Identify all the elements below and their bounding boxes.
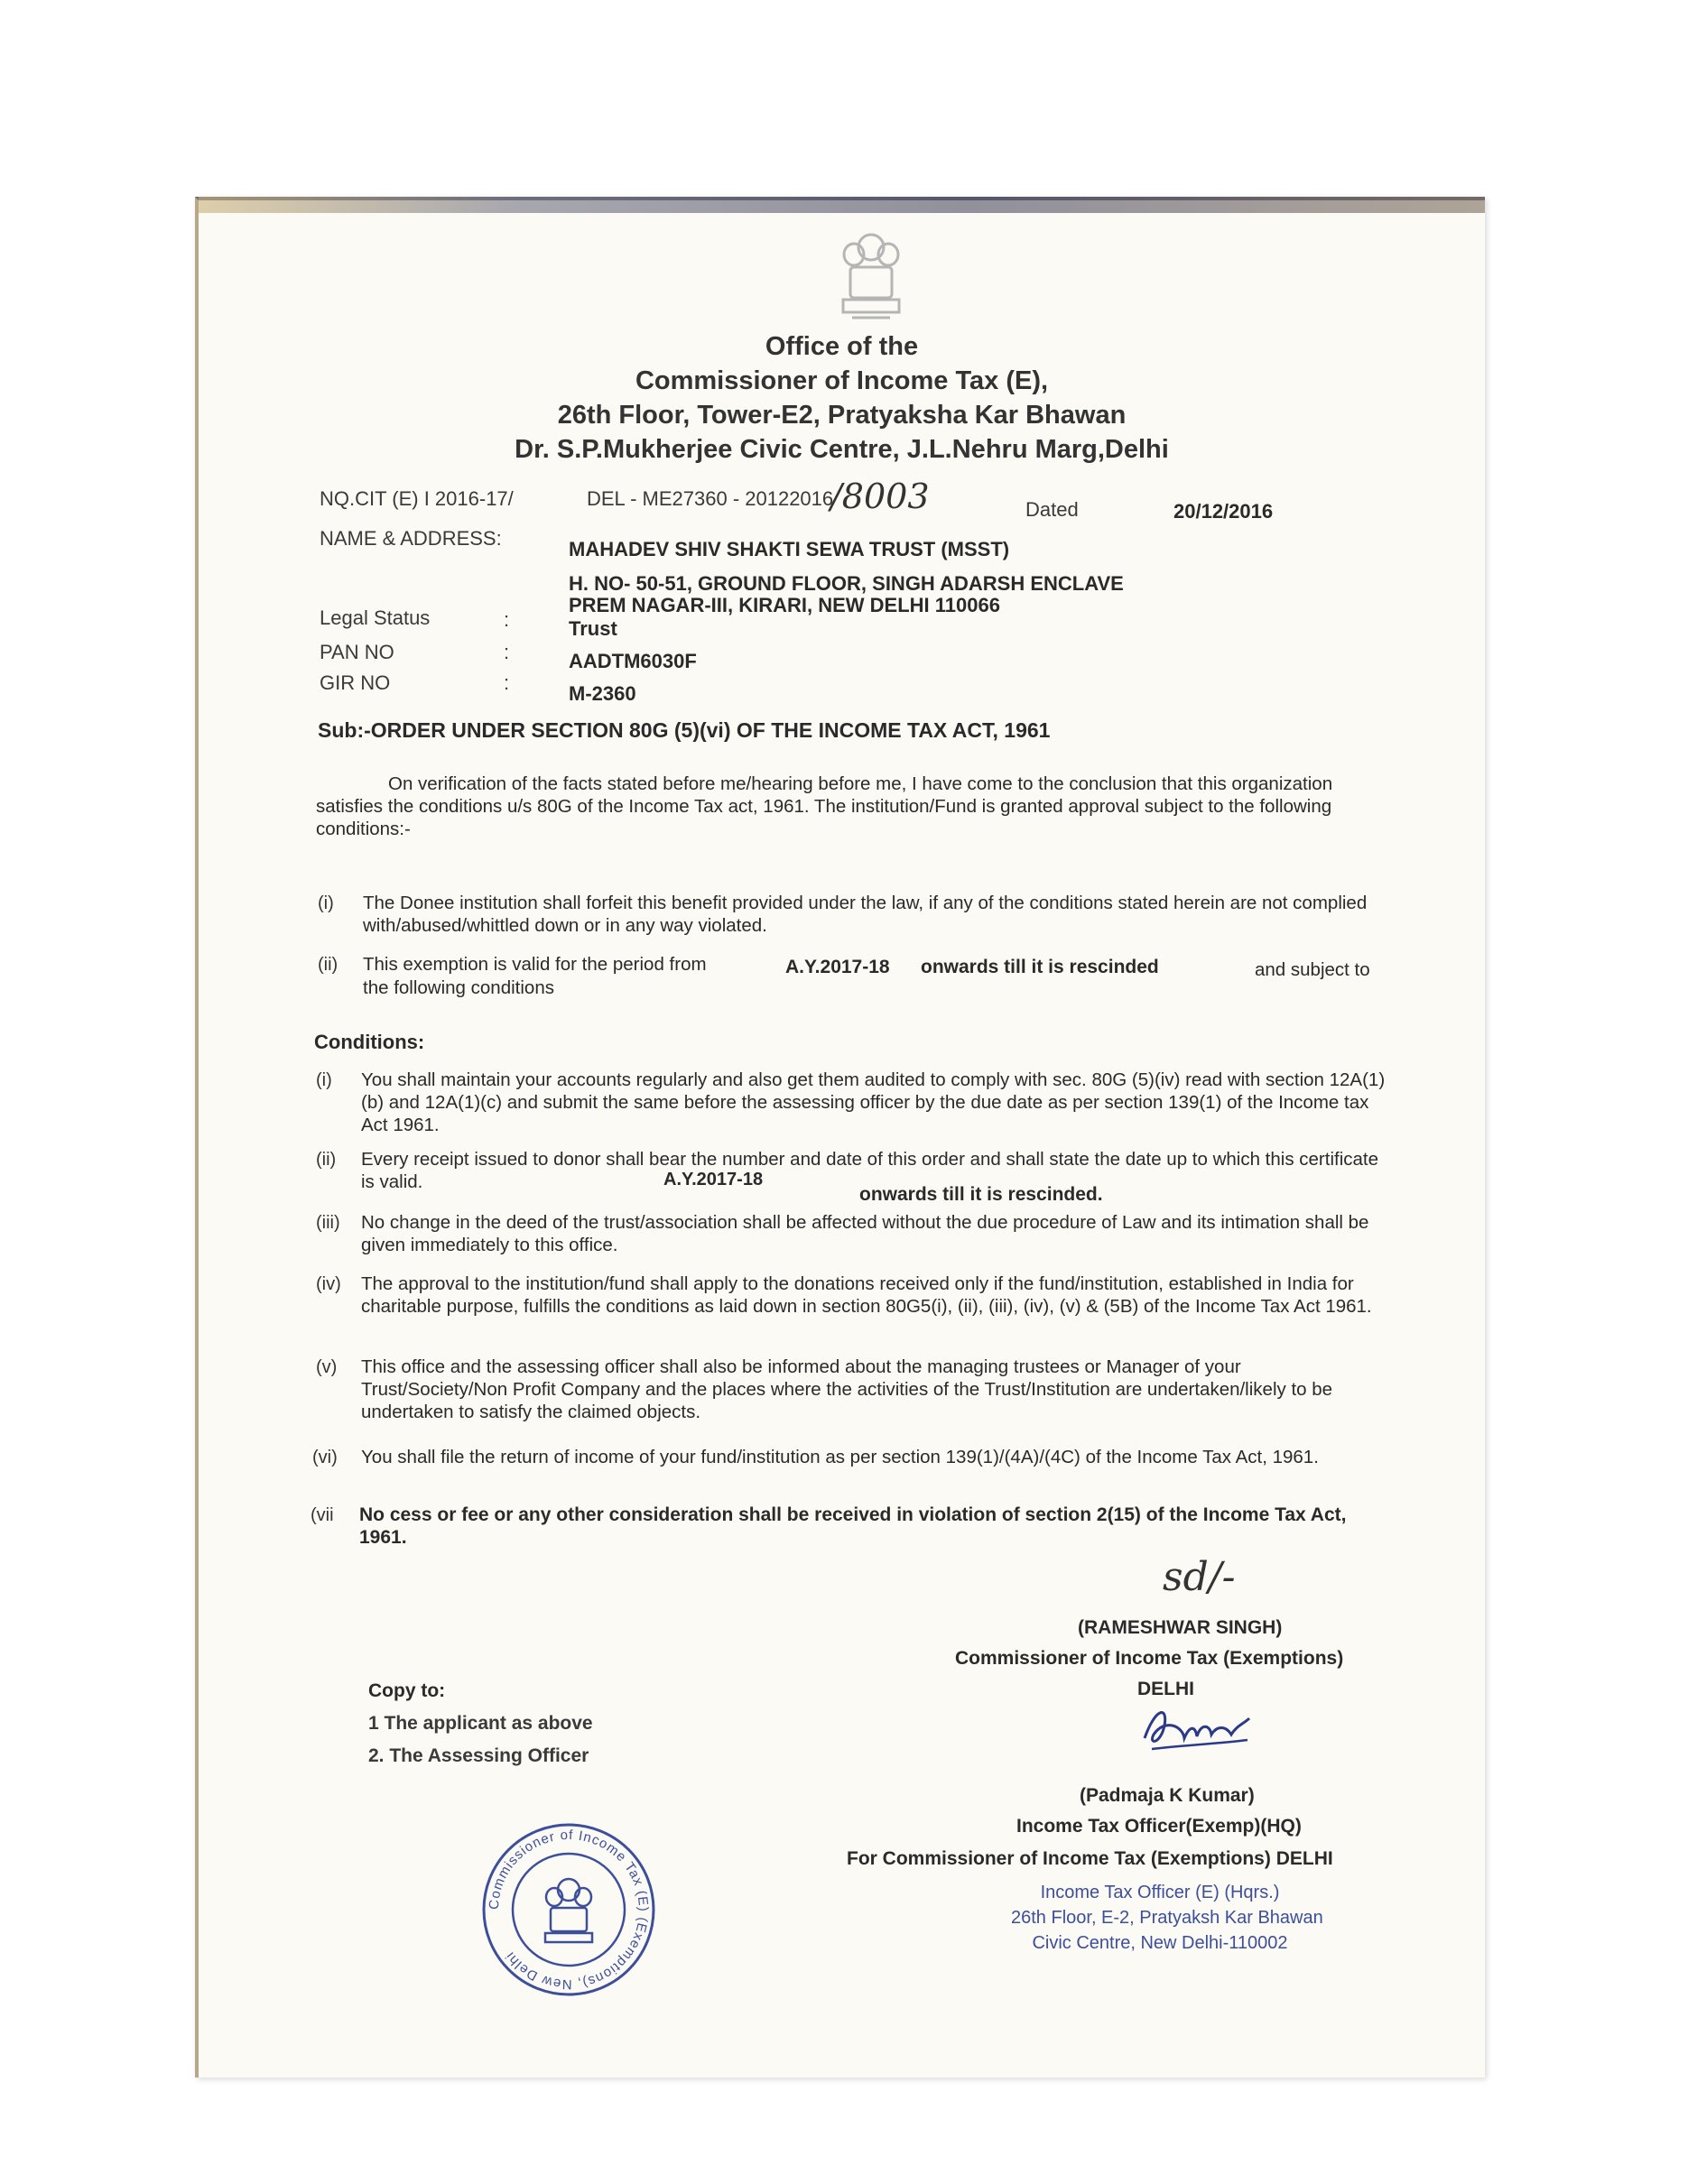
condition-number: (i) <box>316 1070 332 1090</box>
clause2-text-a: This exemption is valid for the period from <box>363 954 707 975</box>
ref-value: DEL - ME27360 - 20122016 <box>587 487 834 510</box>
signatory2-for-line: For Commissioner of Income Tax (Exemptions) DELHI <box>847 1848 1333 1869</box>
name-address-label: NAME & ADDRESS: <box>320 527 502 550</box>
trust-name: MAHADEV SHIV SHAKTI SEWA TRUST (MSST) <box>569 538 1010 560</box>
clause-number: (ii) <box>318 955 339 975</box>
condition-text: The approval to the institution/fund shall apply to the donations received only if the fund/institution, established in India for charitable purpose, fulfills the conditions as laid down in section 80G5(i), (ii), (iii), (iv), (v) & (5B) of the Income Tax Act 1961. <box>361 1273 1372 1317</box>
round-office-seal <box>478 1819 659 2000</box>
signatory1-place: DELHI <box>1137 1679 1194 1699</box>
condition2-ay: A.Y.2017-18 <box>663 1170 764 1189</box>
intro-paragraph: On verification of the facts stated before me/hearing before me, I have come to the conclusion that this organization satisfies the conditions u/s 80G of the Income Tax act, 1961. The institution/Fund is granted approval subject to the following conditions:- <box>316 773 1333 839</box>
clause2-ay: A.Y.2017-18 <box>785 957 890 977</box>
scan-edge <box>199 197 1485 213</box>
header-line-2: Commissioner of Income Tax (E), <box>635 366 1049 395</box>
condition-text: Every receipt issued to donor shall bear the number and date of this order and shall state the date up to which this certificate is valid. <box>361 1149 1379 1192</box>
stamp-line-1: Income Tax Officer (E) (Hqrs.) <box>1040 1883 1280 1902</box>
gir-value: M-2360 <box>569 682 636 705</box>
header-line-4: Dr. S.P.Mukherjee Civic Centre, J.L.Nehru Marg,Delhi <box>515 435 1169 464</box>
condition2-onwards: onwards till it is rescinded. <box>859 1184 1103 1205</box>
copy-to-item: 2. The Assessing Officer <box>368 1745 589 1766</box>
condition-number: (v) <box>316 1357 338 1377</box>
condition-text: You shall file the return of income of your fund/institution as per section 139(1)/(4A)/(4C) of the Income Tax Act, 1961. <box>361 1447 1319 1467</box>
address-line-1: H. NO- 50-51, GROUND FLOOR, SINGH ADARSH ENCLAVE <box>569 572 1124 595</box>
conditions-heading: Conditions: <box>314 1031 425 1053</box>
legal-status-colon: : <box>504 608 510 631</box>
condition-number: (vi) <box>312 1448 338 1467</box>
pan-value: AADTM6030F <box>569 650 697 672</box>
header-line-3: 26th Floor, Tower-E2, Pratyaksha Kar Bhawan <box>557 401 1127 430</box>
gir-colon: : <box>504 671 510 694</box>
dated-value: 20/12/2016 <box>1173 500 1274 523</box>
legal-status-label: Legal Status <box>320 606 431 629</box>
condition-text: No change in the deed of the trust/association shall be affected without the due procedure of Law and its intimation shall be given immediately to this office. <box>361 1212 1369 1255</box>
condition-number: (iv) <box>316 1274 341 1294</box>
condition-number: (ii) <box>316 1150 337 1170</box>
clause2-text-b: and subject to <box>1255 959 1370 980</box>
subject-line: Sub:-ORDER UNDER SECTION 80G (5)(vi) OF THE INCOME TAX ACT, 1961 <box>318 718 1051 742</box>
signatory2-name: (Padmaja K Kumar) <box>1080 1785 1255 1806</box>
sd-signature-mark: sd/- <box>1163 1554 1236 1600</box>
address-line-2: PREM NAGAR-III, KIRARI, NEW DELHI 110066 <box>569 594 1000 616</box>
condition-text: This office and the assessing officer shall also be informed about the managing trustees or Manager of your Trust/Society/Non Profit Company and the places where the activities of the Trust/Institution are undertaken/likely to be undertaken to satisfy the claimed objects. <box>361 1356 1333 1422</box>
national-emblem-icon <box>834 227 908 325</box>
svg-text:Commissioner of Income Tax (E) <box>487 1828 651 1992</box>
signatory2-title: Income Tax Officer(Exemp)(HQ) <box>1016 1816 1302 1837</box>
header-line-1: Office of the <box>765 332 919 361</box>
ref-label: NQ.CIT (E) I 2016-17/ <box>320 487 514 510</box>
pan-colon: : <box>504 641 510 663</box>
handwritten-signature <box>1137 1698 1255 1756</box>
clause-text: The Donee institution shall forfeit this benefit provided under the law, if any of the conditions stated herein are not complied with/abused/whittled down or in any way violated. <box>363 893 1368 936</box>
pan-label: PAN NO <box>320 641 394 663</box>
condition-number: (iii) <box>316 1213 340 1233</box>
copy-to-item: 1 The applicant as above <box>368 1713 593 1734</box>
stamp-line-2: 26th Floor, E-2, Pratyaksh Kar Bhawan <box>1011 1908 1323 1928</box>
ref-handwritten-number: /8003 <box>830 477 930 516</box>
clause-number: (i) <box>318 893 334 913</box>
stamp-line-3: Civic Centre, New Delhi-110002 <box>1032 1933 1288 1953</box>
condition-number: (vii <box>311 1505 334 1525</box>
clause2-text-c: the following conditions <box>363 977 554 998</box>
signatory1-title: Commissioner of Income Tax (Exemptions) <box>955 1648 1344 1669</box>
signatory1-name: (RAMESHWAR SINGH) <box>1078 1617 1283 1638</box>
clause2-onwards: onwards till it is rescinded <box>921 957 1159 977</box>
condition-text: You shall maintain your accounts regularly and also get them audited to comply with sec. 80G (5)(iv) read with section 12A(1)(b) and 12A(1)(c) and submit the same before the assessing officer by the due date as per section 139(1) of the Income tax Act 1961. <box>361 1069 1386 1135</box>
gir-label: GIR NO <box>320 671 391 694</box>
document-sheet <box>195 197 1485 2078</box>
legal-status-value: Trust <box>569 617 617 640</box>
condition-text: No cess or fee or any other consideration shall be received in violation of section 2(15) of the Income Tax Act, 1961. <box>359 1504 1347 1548</box>
copy-to-heading: Copy to: <box>368 1680 446 1701</box>
seal-ring-text: Commissioner of Income Tax (E) (Exemptions), New Delhi <box>486 1827 652 1993</box>
dated-label: Dated <box>1025 498 1079 521</box>
